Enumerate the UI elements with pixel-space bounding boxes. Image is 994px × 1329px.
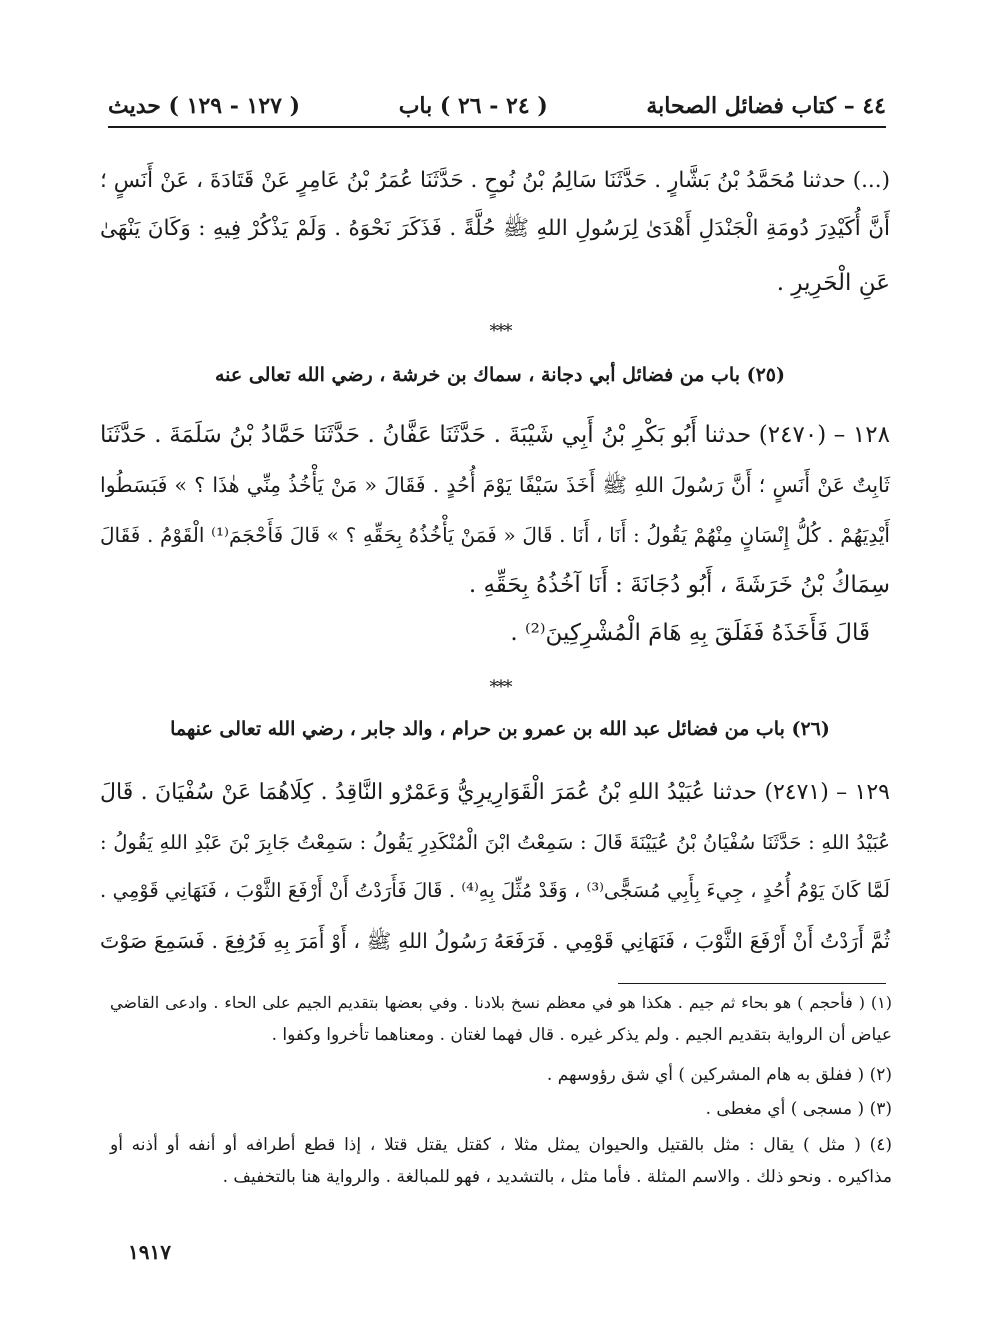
page-number: ١٩١٧ <box>128 1240 171 1264</box>
running-header <box>108 88 886 124</box>
chapter-heading-26: (٢٦) باب من فضائل عبد الله بن عمرو بن حرام ، والد جابر ، رضي الله تعالى عنهما <box>170 718 830 740</box>
hadith-129-line: عُبَيْدُ اللهِ : حَدَّثَنَا سُفْيَانُ بْنُ عُيَيْنَةَ قَالَ : سَمِعْتُ ابْنَ الْمُنْكَدِرِ يَقُولُ : سَمِعْتُ جَابِرَ بْنَ عَبْدِ اللهِ يَقُولُ : <box>100 831 890 854</box>
intro-line: أَنَّ أُكَيْدِرَ دُومَةِ الْجَنْدَلِ أَهْدَىٰ لِرَسُولِ اللهِ ﷺ حُلَّةً . فَذَكَرَ نَحْوَهُ . وَلَمْ يَذْكُرْ فِيهِ : وَكَانَ يَنْهَىٰ <box>100 216 890 241</box>
hadith-128-line: ثَابِتٌ عَنْ أَنَسٍ ؛ أَنَّ رَسُولَ اللهِ ﷺ أَخَذَ سَيْفًا يَوْمَ أُحُدٍ . فَقَالَ « مَنْ يَأْخُذُ مِنِّي هٰذَا ؟ » فَبَسَطُوا <box>100 473 890 497</box>
hadith-128-line: ١٢٨ – (٢٤٧٠) حدثنا أَبُو بَكْرِ بْنُ أَبِي شَيْبَةَ . حَدَّثَنَا عَفَّانُ . حَدَّثَنَا حَمَّادُ بْنُ سَلَمَةَ . حَدَّثَنَا <box>100 422 890 448</box>
hadith-128-line: أَيْدِيَهُمْ . كُلُّ إِنْسَانٍ مِنْهُمْ يَقُولُ : أَنَا ، أَنَا . قَالَ « فَمَنْ يَأْخُذُهُ بِحَقِّهِ ؟ » قَالَ فَأَحْجَمَ⁽¹⁾ الْقَوْمُ . فَقَالَ <box>100 523 890 547</box>
header-book-title: ٤٤ – كتاب فضائل الصحابة <box>646 93 886 119</box>
header-hadith-range: ( ١٢٧ - ١٢٩ ) حديث <box>108 93 301 119</box>
hadith-128-line: قَالَ فَأَخَذَهُ فَفَلَقَ بِهِ هَامَ الْمُشْرِكِينَ⁽²⁾ . <box>510 620 870 646</box>
footnote-divider <box>618 983 886 984</box>
intro-line: عَنِ الْحَرِيرِ . <box>776 270 890 296</box>
section-separator: ⁎⁎⁎ <box>489 315 511 336</box>
header-divider <box>108 126 886 128</box>
footnote-1-line: عياض أن الرواية بتقديم الجيم . ولم يذكر غيره . قال فهما لغتان . ومعناهما تأخروا وكفوا . <box>271 1025 892 1045</box>
footnote-4-line: (٤) ( مثل ) يقال : مثل بالقتيل والحيوان يمثل مثلا ، كقتل يقتل قتلا ، إذا قطع أطرافه أو أنفه أو أذنه أو <box>110 1135 892 1155</box>
footnote-2: (٢) ( ففلق به هام المشركين ) أي شق رؤوسهم . <box>546 1065 892 1085</box>
hadith-129-line: ١٢٩ – (٢٤٧١) حدثنا عُبَيْدُ اللهِ بْنُ عُمَرَ الْقَوَارِيرِيُّ وَعَمْرٌو النَّاقِدُ . كِلَاهُمَا عَنْ سُفْيَانَ . قَالَ <box>100 780 890 805</box>
footnote-3: (٣) ( مسجى ) أي مغطى . <box>705 1099 892 1119</box>
section-separator: ⁎⁎⁎ <box>489 671 511 692</box>
hadith-129-line: لَمَّا كَانَ يَوْمُ أُحُدٍ ، جِيءَ بِأَبِي مُسَجًّى⁽³⁾ ، وَقَدْ مُثِّلَ بِهِ⁽⁴⁾ . قَالَ فَأَرَدْتُ أَنْ أَرْفَعَ الثَّوْبَ ، فَنَهَانِي قَوْمِي . <box>100 879 890 902</box>
footnote-4-line: مذاكيره . ونحو ذلك . والاسم المثلة . فأما مثل ، بالتشديد ، فهو للمبالغة . والرواية هنا بالتخفيف . <box>222 1167 892 1187</box>
header-bab-range: ( ٢٤ - ٢٦ ) باب <box>398 93 548 119</box>
hadith-129-line: ثُمَّ أَرَدْتُ أَنْ أَرْفَعَ الثَّوْبَ ، فَنَهَانِي قَوْمِي . فَرَفَعَهُ رَسُولُ اللهِ ﷺ ، أَوْ أَمَرَ بِهِ فَرُفِعَ . فَسَمِعَ صَوْتَ <box>100 929 890 953</box>
hadith-128-line: سِمَاكُ بْنُ خَرَشَةَ ، أَبُو دُجَانَةَ : أَنَا آخُذُهُ بِحَقِّهِ . <box>468 572 890 598</box>
footnote-1-line: (١) ( فأحجم ) هو بحاء ثم جيم . هكذا هو في معظم نسخ بلادنا . وفي بعضها بتقديم الجيم على الحاء . وادعى القاضي <box>110 993 892 1012</box>
intro-line: (...) حدثنا مُحَمَّدُ بْنُ بَشَّارٍ . حَدَّثَنَا سَالِمُ بْنُ نُوحٍ . حَدَّثَنَا عُمَرُ بْنُ عَامِرٍ عَنْ قَتَادَةَ ، عَنْ أَنَسٍ ؛ <box>100 168 890 193</box>
chapter-heading-25: (٢٥) باب من فضائل أبي دجانة ، سماك بن خرشة ، رضي الله تعالى عنه <box>214 364 786 386</box>
